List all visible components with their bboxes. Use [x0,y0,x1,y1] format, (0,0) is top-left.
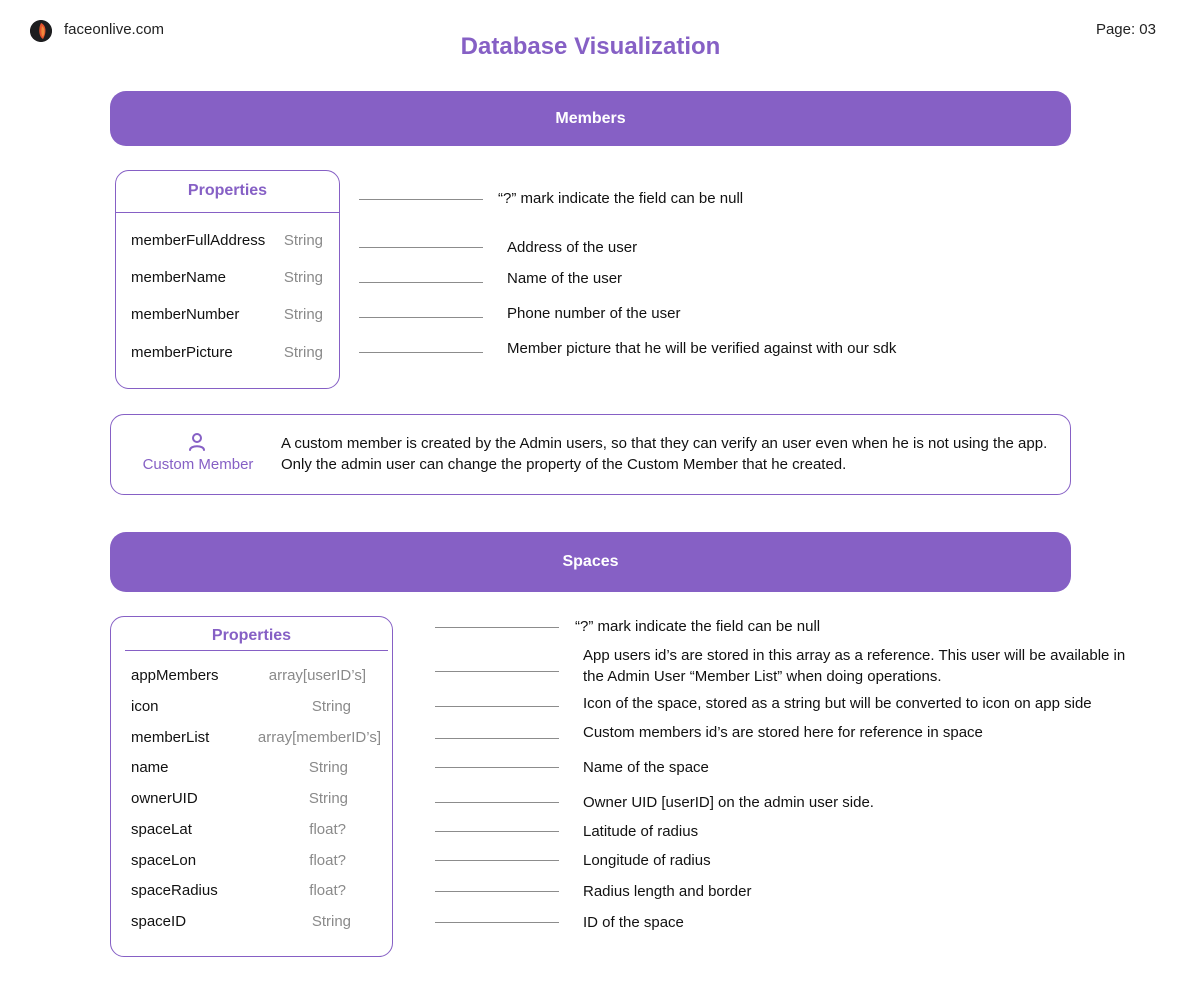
spaces-prop-name: spaceRadius [131,882,218,899]
members-connector-line [359,352,483,353]
spaces-prop-description: Custom members id’s are stored here for reference in space [583,724,983,741]
spaces-prop-name: memberList [131,729,210,746]
spaces-connector-line [435,802,559,803]
spaces-prop-name: appMembers [131,667,219,684]
spaces-prop-name: ownerUID [131,790,198,807]
page-title: Database Visualization [460,33,721,60]
spaces-prop-description: Icon of the space, stored as a string but will be converted to icon on app side [583,695,1092,712]
spaces-note-line [435,627,559,628]
custom-member-label: Custom Member [142,456,254,473]
spaces-prop-description: Longitude of radius [583,852,711,869]
site-name[interactable]: faceonlive.com [64,21,165,38]
members-prop-type: String [283,269,323,286]
spaces-connector-line [435,767,559,768]
spaces-prop-name: spaceID [131,913,187,930]
page-number: Page: 03 [1095,21,1156,38]
members-banner [110,91,1071,146]
spaces-connector-line [435,706,559,707]
members-prop-name: memberNumber [131,306,240,323]
members-note: “?” mark indicate the field can be null [498,190,744,207]
members-properties-divider [116,212,339,213]
members-prop-description: Name of the user [507,270,623,287]
spaces-note: “?” mark indicate the field can be null [575,618,821,635]
members-prop-type: String [283,232,323,249]
spaces-connector-line [435,891,559,892]
members-connector-line [359,282,483,283]
spaces-banner-label: Spaces [562,553,619,570]
spaces-prop-type: String [311,913,351,930]
members-prop-type: String [283,344,323,361]
spaces-prop-description: Owner UID [userID] on the admin user side. [583,794,874,811]
spaces-connector-line [435,922,559,923]
spaces-prop-description: ID of the space [583,914,684,931]
spaces-prop-description: App users id’s are stored in this array as a reference. This user will be available in the Admin User “Member List” when doing operations. [583,647,1126,685]
members-prop-name: memberFullAddress [131,232,266,249]
members-prop-name: memberPicture [131,344,233,361]
spaces-prop-description: Name of the space [583,759,709,776]
spaces-properties-title: Properties [211,627,292,644]
members-connector-line [359,247,483,248]
spaces-connector-line [435,671,559,672]
spaces-connector-line [435,831,559,832]
members-prop-name: memberName [131,269,227,286]
members-connector-line [359,317,483,318]
custom-member-text: A custom member is created by the Admin users, so that they can verify an user even when he is not using the app. Only the admin user can change the property of the Custom Member that he created. [281,435,1048,473]
spaces-prop-type: float? [309,821,346,838]
spaces-properties-divider [125,650,388,651]
members-prop-description: Phone number of the user [507,305,681,322]
spaces-prop-type: String [308,759,348,776]
members-banner-label: Members [555,109,626,127]
spaces-prop-type: float? [309,882,346,899]
spaces-prop-name: spaceLon [131,852,197,869]
members-prop-type: String [283,306,323,323]
members-properties-title: Properties [187,182,268,199]
members-prop-description: Address of the user [507,239,638,256]
spaces-prop-type: float? [309,852,346,869]
spaces-prop-type: array[memberID’s] [257,729,381,746]
user-icon [187,432,207,452]
spaces-connector-line [435,860,559,861]
spaces-prop-name: name [131,759,169,776]
members-note-line [359,199,483,200]
spaces-prop-name: spaceLat [131,821,192,838]
spaces-prop-description: Radius length and border [583,883,752,900]
spaces-prop-type: String [311,698,351,715]
spaces-prop-type: String [308,790,348,807]
spaces-prop-type: array[userID’s] [268,667,366,684]
members-prop-description: Member picture that he will be verified against with our sdk [507,340,897,357]
spaces-prop-description: Latitude of radius [583,823,699,840]
spaces-connector-line [435,738,559,739]
spaces-banner [110,532,1071,592]
spaces-prop-name: icon [131,698,159,715]
